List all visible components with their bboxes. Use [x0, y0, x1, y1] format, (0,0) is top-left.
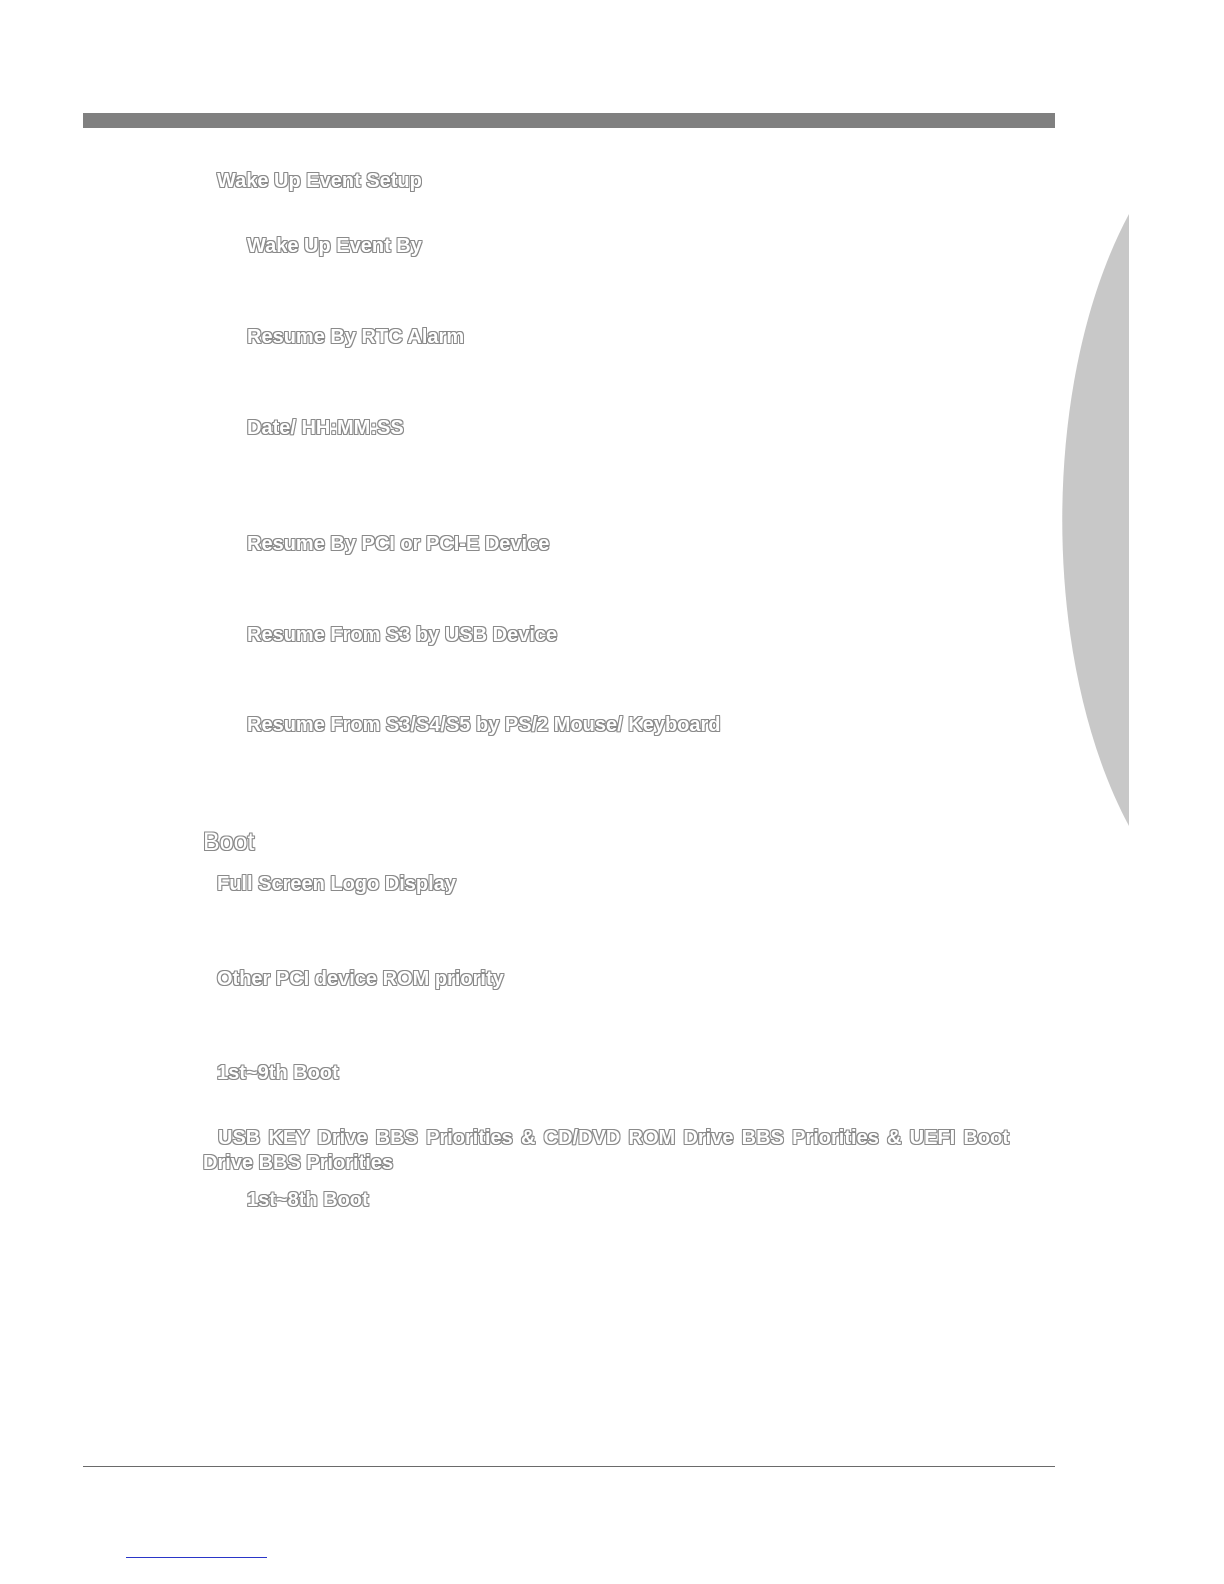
heading-wake-up-event-setup: Wake Up Event Setup: [217, 170, 422, 192]
heading-resume-by-pci: Resume By PCI or PCI-E Device: [247, 533, 550, 555]
heading-full-screen-logo: Full Screen Logo Display: [217, 873, 456, 895]
heading-first-eighth-boot: 1st~8th Boot: [247, 1189, 369, 1211]
heading-resume-from-s3-usb: Resume From S3 by USB Device: [247, 624, 558, 646]
heading-bbs-priorities: USB KEY Drive BBS Priorities & CD/DVD ROM Drive BBS Priorities & UEFI Boot Drive BBS Priorities: [203, 1127, 1009, 1174]
heading-other-pci-rom: Other PCI device ROM priority: [217, 968, 504, 990]
heading-first-ninth-boot: 1st~9th Boot: [217, 1062, 339, 1084]
heading-resume-by-rtc-alarm: Resume By RTC Alarm: [247, 326, 465, 348]
heading-date-hhmmss: Date/ HH:MM:SS: [247, 417, 404, 439]
section-title-boot: Boot: [203, 828, 255, 856]
chapter-tab-shape: [1062, 214, 1129, 826]
footer-link-underline[interactable]: [126, 1557, 267, 1558]
heading-wake-up-event-by: Wake Up Event By: [247, 235, 422, 257]
footer-rule: [83, 1466, 1055, 1467]
header-bar: [83, 113, 1055, 128]
heading-resume-from-s3s4s5-ps2: Resume From S3/S4/S5 by PS/2 Mouse/ Keyboard: [247, 714, 721, 736]
